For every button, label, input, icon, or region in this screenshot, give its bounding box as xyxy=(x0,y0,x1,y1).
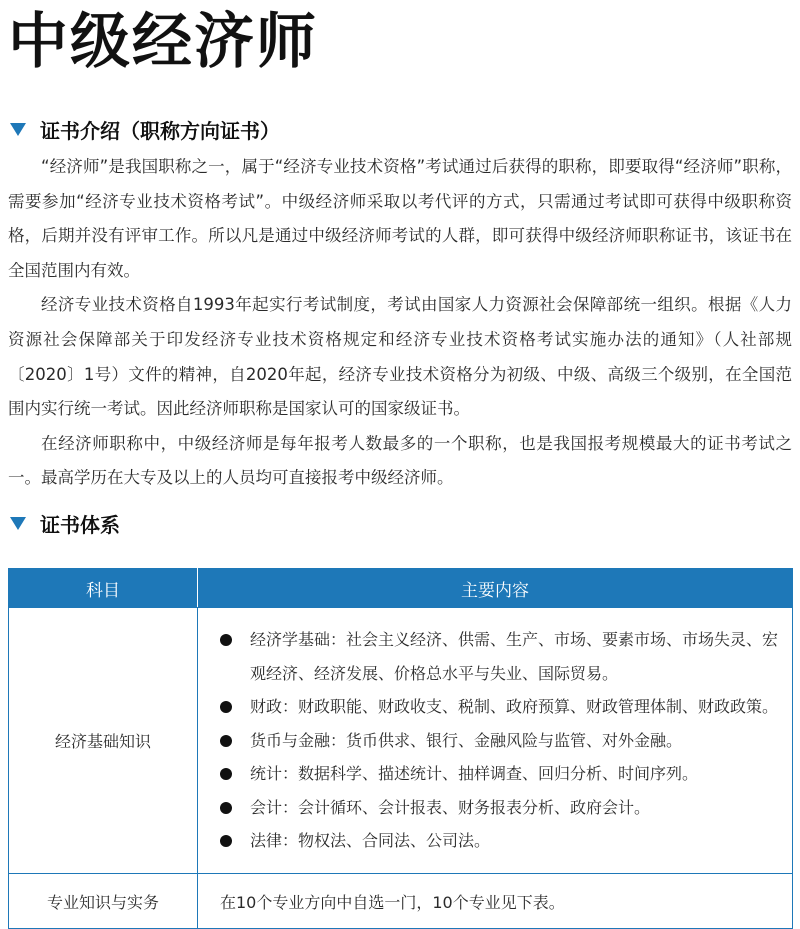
list-item-text: 货币与金融：货币供求、银行、金融风险与监管、对外金融。 xyxy=(250,730,683,750)
subject-cell: 经济基础知识 xyxy=(9,608,198,874)
list-item xyxy=(220,623,792,690)
bullet-dot-icon xyxy=(220,802,232,814)
list-item-text: 财政：财政职能、财政收支、税制、政府预算、财政管理体制、财政政策。 xyxy=(250,697,779,717)
content-cell xyxy=(198,608,793,874)
bullet-dot-icon xyxy=(220,835,232,847)
section-heading-intro xyxy=(8,114,280,144)
list-item-text: 经济学基础：社会主义经济、供需、生产、市场、要素市场、市场失灵、宏观经济、经济发展、价格总水平与失业、国际贸易。 xyxy=(250,630,779,683)
section-heading-intro-text: 证书介绍（职称方向证书） xyxy=(40,118,280,143)
bullet-dot-icon xyxy=(220,634,232,646)
intro-paragraph-2: 经济专业技术资格自1993年起实行考试制度，考试由国家人力资源社会保障部统一组织。根据《人力资源社会保障部关于印发经济专业技术资格规定和经济专业技术资格考试实施办法的通知》（人社部规〔2020〕1号）文件的精神，自2020年起，经济专业技术资格分为初级、中级、高级三个级别，在全国范围内实行统一考试。因此经济师职称是国家认可的国家级证书。 xyxy=(8,295,792,419)
bullet-dot-icon xyxy=(220,768,232,780)
intro-paragraph-3: 在经济师职称中，中级经济师是每年报考人数最多的一个职称，也是我国报考规模最大的证书考试之一。最高学历在大专及以上的人员均可直接报考中级经济师。 xyxy=(8,433,792,488)
section-heading-system-text: 证书体系 xyxy=(40,512,120,537)
triangle-down-icon xyxy=(10,517,26,530)
section-heading-system xyxy=(8,508,120,538)
header-subject: 科目 xyxy=(9,569,198,608)
intro-paragraph-1: “经济师”是我国职称之一，属于“经济专业技术资格”考试通过后获得的职称，即要取得“经济师”职称，需要参加“经济专业技术资格考试”。中级经济师采取以考代评的方式，只需通过考试即可获得中级职称资格，后期并没有评审工作。所以凡是通过中级经济师考试的人群，即可获得中级经济师职称证书，该证书在全国范围内有效。 xyxy=(8,157,792,280)
list-item xyxy=(220,724,792,758)
table-row xyxy=(9,874,793,929)
intro-text xyxy=(8,150,792,496)
list-item xyxy=(220,757,792,791)
triangle-down-icon xyxy=(10,123,26,136)
table-header-row xyxy=(9,569,793,608)
content-cell: 在10个专业方向中自选一门，10个专业见下表。 xyxy=(198,874,793,929)
list-item xyxy=(220,690,792,724)
subject-cell: 专业知识与实务 xyxy=(9,874,198,929)
bullet-dot-icon xyxy=(220,701,232,713)
table-row xyxy=(9,608,793,874)
certificate-table xyxy=(8,568,793,929)
header-content: 主要内容 xyxy=(198,569,793,608)
list-item xyxy=(220,824,792,858)
topic-list xyxy=(220,623,792,858)
bullet-dot-icon xyxy=(220,735,232,747)
list-item-text: 会计：会计循环、会计报表、财务报表分析、政府会计。 xyxy=(250,797,651,817)
list-item-text: 法律：物权法、合同法、公司法。 xyxy=(250,831,491,851)
list-item xyxy=(220,791,792,825)
page-title: 中级经济师 xyxy=(8,7,318,77)
list-item-text: 统计：数据科学、描述统计、抽样调查、回归分析、时间序列。 xyxy=(250,764,699,784)
